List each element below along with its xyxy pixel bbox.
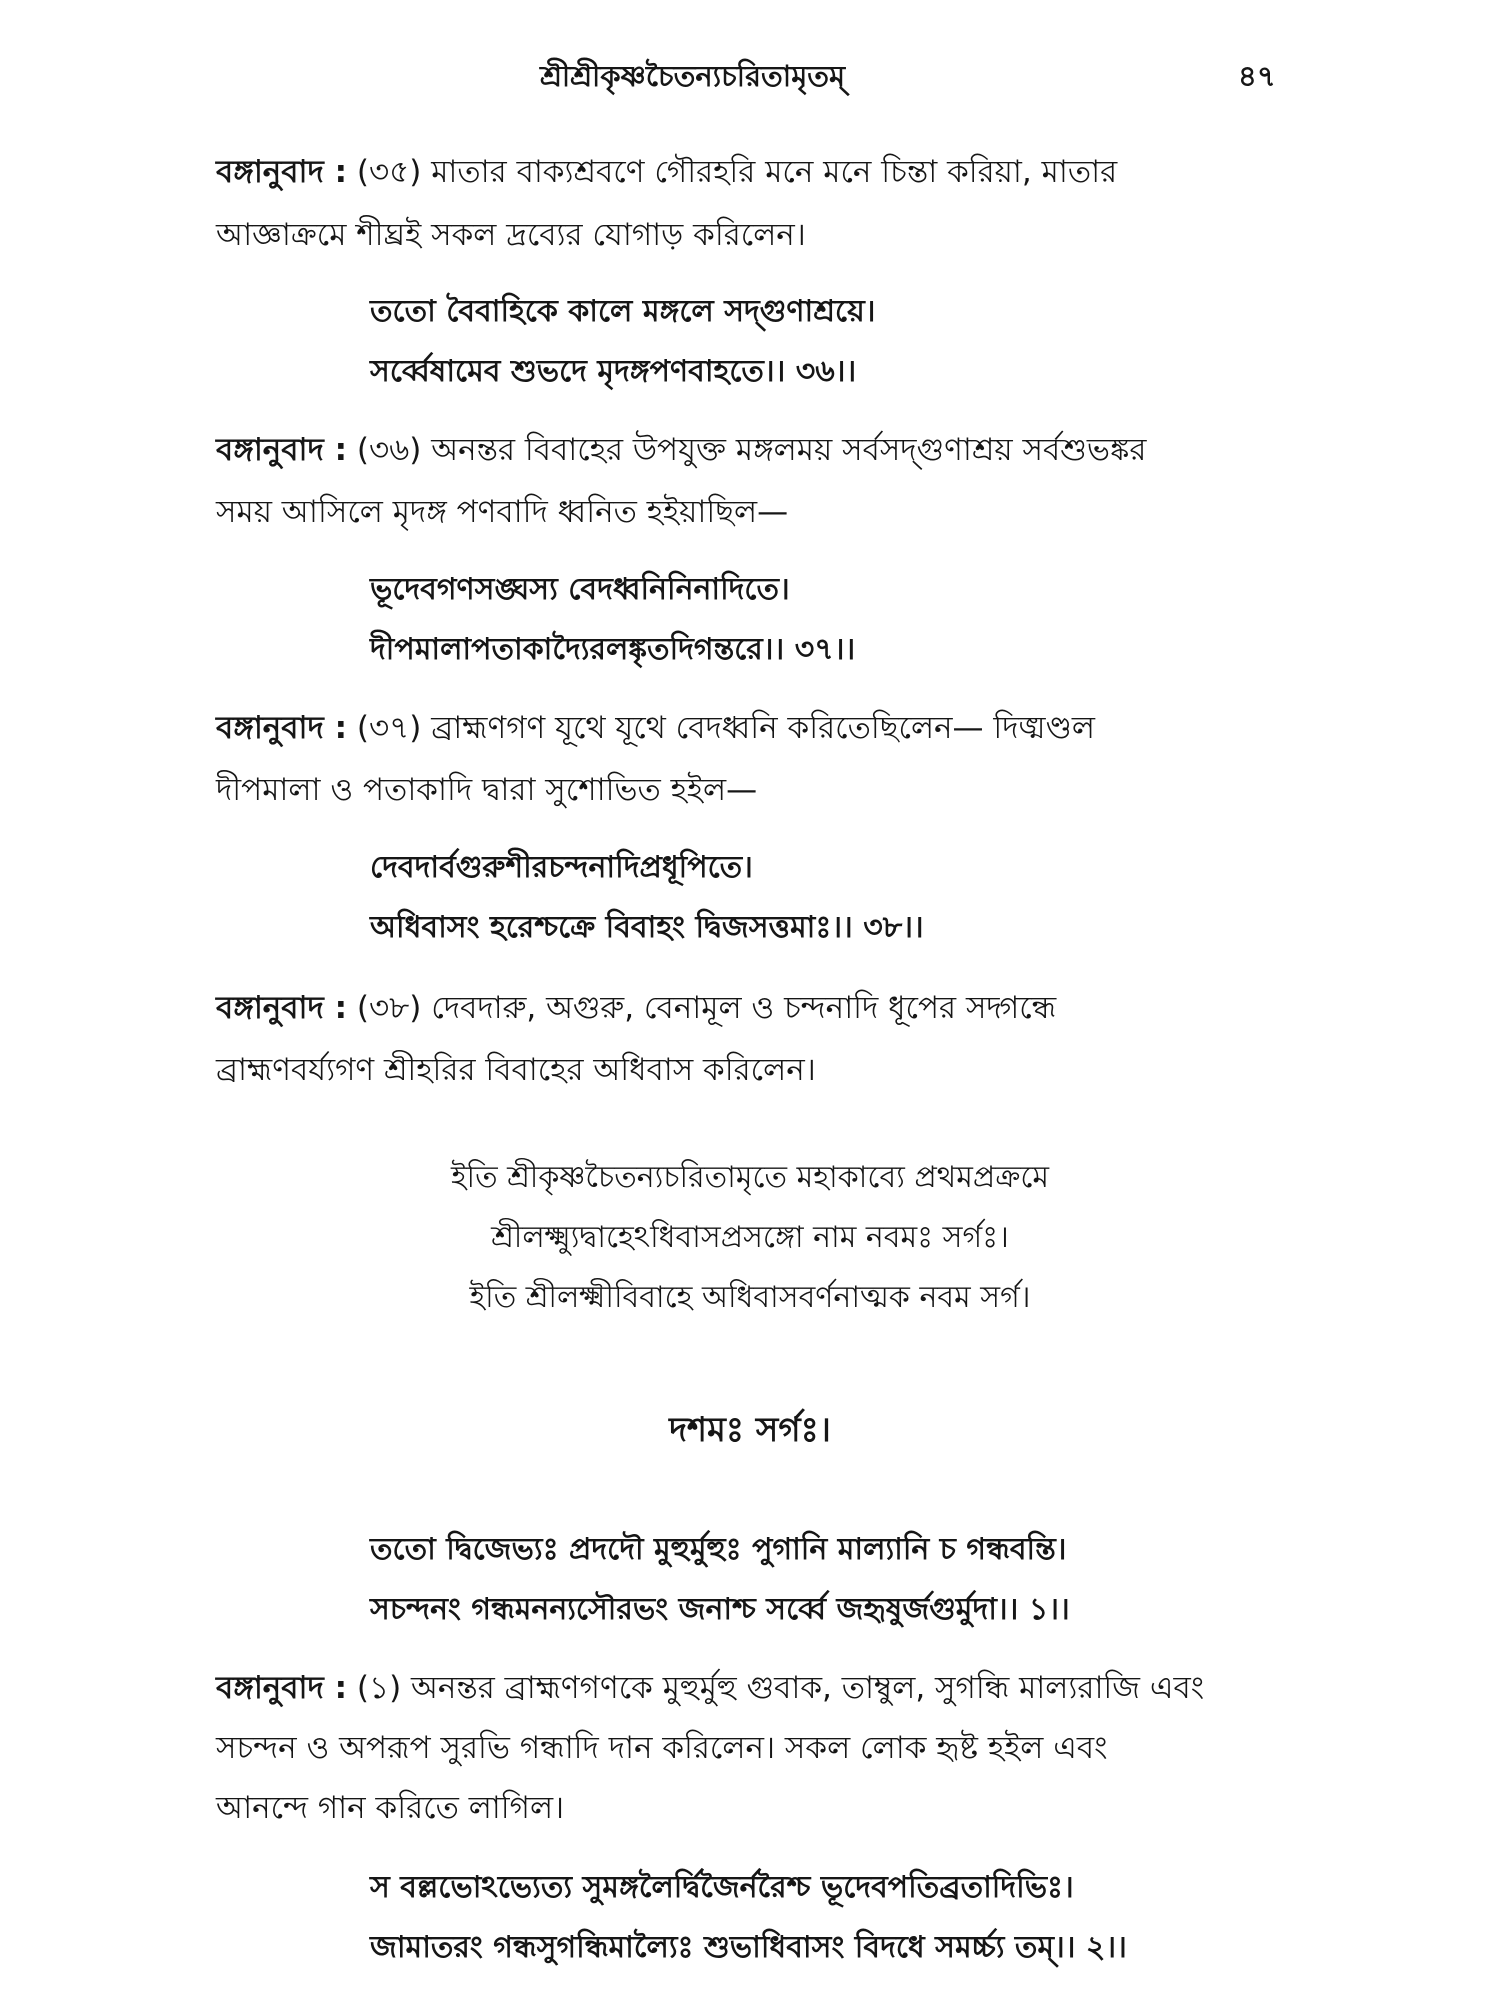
- verse-37-line-2: দীপমালাপতাকাদ্যৈরলঙ্কৃতদিগন্তরে।। ৩৭।।: [370, 632, 856, 667]
- translation-36-line-1: [216, 430, 1146, 470]
- page-header: [0, 54, 1500, 104]
- translation-text: (১) অনন্তর ব্রাহ্মণগণকে মুহুর্মুহু গুবাক, তাম্বুল, সুগন্ধি মাল্যরাজি এবং: [356, 1670, 1205, 1706]
- translation-38-line-2: ব্রাহ্মণবর্য্যগণ শ্রীহরির বিবাহের অধিবাস করিলেন।: [216, 1052, 816, 1088]
- translation-label: বঙ্গানুবাদ :: [216, 432, 348, 468]
- verse-2-line-1: স বল্লভোঽভ্যেত্য সুমঙ্গলৈর্দ্বিজৈর্নরৈশ্চ ভূদেবপতিব্রতাদিভিঃ।: [370, 1870, 1074, 1905]
- translation-1-line-2: সচন্দন ও অপরূপ সুরভি গন্ধাদি দান করিলেন। সকল লোক হৃষ্ট হইল এবং: [216, 1730, 1108, 1766]
- translation-label: বঙ্গানুবাদ :: [216, 1670, 348, 1706]
- translation-text: (৩৭) ব্রাহ্মণগণ যূথে যূথে বেদধ্বনি করিতেছিলেন— দিঙ্মণ্ডল: [356, 710, 1095, 746]
- verse-38-line-2: অধিবাসং হরেশ্চক্রে বিবাহং দ্বিজসত্তমাঃ।। ৩৮।।: [370, 910, 924, 945]
- translation-label: বঙ্গানুবাদ :: [216, 154, 348, 190]
- translation-37-line-2: দীপমালা ও পতাকাদি দ্বারা সুশোভিত হইল—: [216, 772, 758, 808]
- verse-2-line-2: জামাতরং গন্ধসুগন্ধিমাল্যৈঃ শুভাধিবাসং বিদধে সমর্চ্চ্য তম্।। ২।।: [370, 1930, 1127, 1965]
- translation-text: (৩৫) মাতার বাক্যশ্রবণে গৌরহরি মনে মনে চিন্তা করিয়া, মাতার: [356, 154, 1118, 190]
- chapter-heading: দশমঃ সর্গঃ।: [669, 1410, 831, 1450]
- translation-35-line-1: [216, 152, 1117, 192]
- verse-36-line-1: ততো বৈবাহিকে কালে মঙ্গলে সদ্গুণাশ্রয়ে।: [370, 294, 876, 329]
- colophon-line-3: ইতি শ্রীলক্ষ্মীবিবাহে অধিবাসবর্ণনাত্মক নবম সর্গ।: [469, 1280, 1031, 1315]
- translation-36-line-2: সময় আসিলে মৃদঙ্গ পণবাদি ধ্বনিত হইয়াছিল—: [216, 494, 789, 530]
- translation-label: বঙ্গানুবাদ :: [216, 710, 348, 746]
- verse-1-line-2: সচন্দনং গন্ধমনন্যসৌরভং জনাশ্চ সর্ব্বে জহৃষুর্জগুর্মুদা।। ১।।: [370, 1592, 1070, 1627]
- verse-1-line-1: ততো দ্বিজেভ্যঃ প্রদদৌ মুহুর্মুহুঃ পুগানি মাল্যানি চ গন্ধবন্তি।: [370, 1532, 1067, 1567]
- translation-text: (৩৮) দেবদারু, অগুরু, বেনামূল ও চন্দনাদি ধূপের সদ্গন্ধে: [356, 990, 1057, 1026]
- translation-38-line-1: [216, 988, 1056, 1028]
- running-title: শ্রীশ্রীকৃষ্ণচৈতন্যচরিতামৃতম্: [540, 59, 846, 93]
- verse-37-line-1: ভূদেবগণসঙ্ঘস্য বেদধ্বনিনিনাদিতে।: [370, 572, 790, 607]
- translation-text: (৩৬) অনন্তর বিবাহের উপযুক্ত মঙ্গলময় সর্বসদ্গুণাশ্রয় সর্বশুভঙ্কর: [356, 432, 1147, 468]
- verse-36-line-2: সর্ব্বেষামেব শুভদে মৃদঙ্গপণবাহতে।। ৩৬।।: [370, 354, 857, 389]
- translation-1-line-3: আনন্দে গান করিতে লাগিল।: [216, 1790, 565, 1826]
- verse-38-line-1: দেবদার্বগুরুশীরচন্দনাদিপ্রধূপিতে।: [370, 850, 753, 885]
- translation-1-line-1: [216, 1668, 1204, 1708]
- translation-label: বঙ্গানুবাদ :: [216, 990, 348, 1026]
- translation-35-line-2: আজ্ঞাক্রমে শীঘ্রই সকল দ্রব্যের যোগাড় করিলেন।: [216, 217, 806, 253]
- page-number: ৪৭: [1238, 59, 1276, 93]
- colophon-line-2: শ্রীলক্ষ্ম্যুদ্বাহেঽধিবাসপ্রসঙ্গো নাম নবমঃ সর্গঃ।: [491, 1220, 1009, 1255]
- translation-37-line-1: [216, 708, 1095, 748]
- colophon-line-1: ইতি শ্রীকৃষ্ণচৈতন্যচরিতামৃতে মহাকাব্যে প্রথমপ্রক্রমে: [450, 1160, 1050, 1195]
